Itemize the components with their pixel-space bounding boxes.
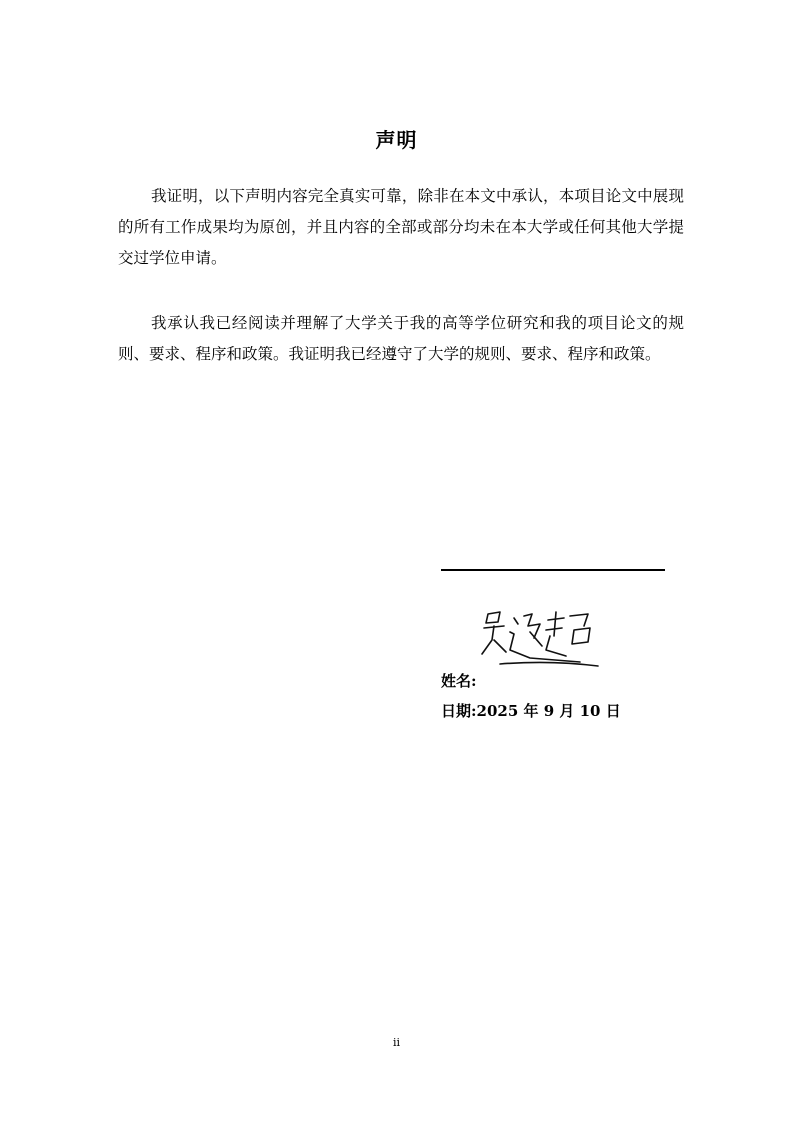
signature-line [441, 569, 665, 571]
date-field [441, 700, 621, 721]
name-label: 姓名: [441, 672, 477, 690]
handwritten-signature [470, 606, 610, 670]
declaration-paragraph-2: 我承认我已经阅读并理解了大学关于我的高等学位研究和我的项目论文的规则、要求、程序和政策。我证明我已经遵守了大学的规则、要求、程序和政策。 [118, 314, 684, 363]
page-number: ii [392, 1036, 401, 1049]
declaration-paragraph-1: 我证明，以下声明内容完全真实可靠，除非在本文中承认，本项目论文中展现的所有工作成果均为原创，并且内容的全部或部分均未在本大学或任何其他大学提交过学位申请。 [118, 187, 684, 267]
date-label: 日期: [441, 702, 477, 720]
document-title: 声明 [375, 128, 418, 152]
name-field [441, 670, 477, 691]
date-value: 2025 年 9 月 10 日 [476, 702, 621, 720]
